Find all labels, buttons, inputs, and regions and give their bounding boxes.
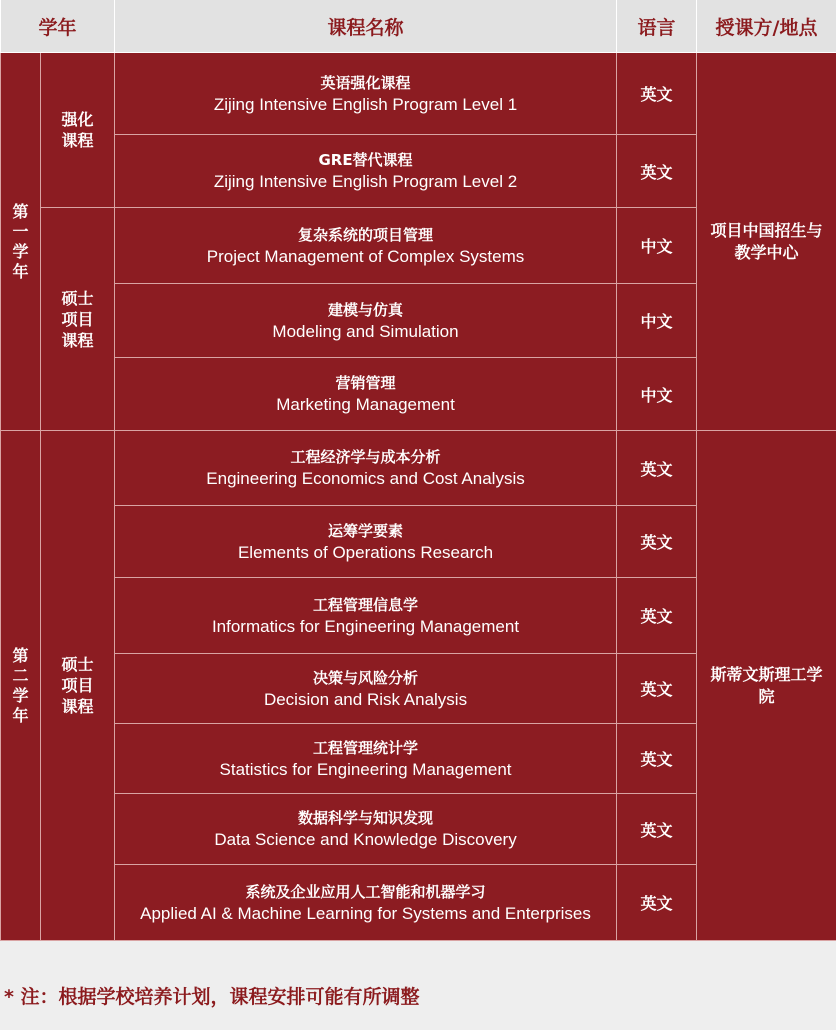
language-cell <box>617 135 697 208</box>
course-name-en: Statistics for Engineering Management <box>219 759 512 779</box>
header-course: 课程名称 <box>115 0 617 53</box>
course-name-cn: 营销管理 <box>335 374 396 392</box>
location-label: 项目中国招生与教学中心 <box>710 220 823 262</box>
course-name-cell <box>115 578 617 654</box>
course-name-cell <box>115 135 617 208</box>
course-name-en: Zijing Intensive English Program Level 1 <box>213 94 518 114</box>
language-label: 英文 <box>640 680 673 699</box>
location-cell <box>697 431 836 941</box>
course-name-cn: 工程经济学与成本分析 <box>290 448 441 466</box>
course-type-label: 强化课程 <box>61 110 94 150</box>
language-cell <box>617 358 697 431</box>
course-name-cn: 决策与风险分析 <box>313 668 419 687</box>
language-cell <box>617 865 697 941</box>
course-name-en: Applied AI & Machine Learning for Systems and Enterprises <box>140 903 591 923</box>
course-name-cell <box>115 53 617 135</box>
location-label: 斯蒂文斯理工学院 <box>710 664 823 706</box>
course-name-cn: 运筹学要素 <box>328 521 404 540</box>
course-type-cell <box>41 431 115 941</box>
language-label: 中文 <box>640 385 673 405</box>
course-name-cn: 工程管理信息学 <box>313 595 419 614</box>
course-name-cn: 建模与仿真 <box>328 300 404 319</box>
language-cell <box>617 794 697 865</box>
course-name-en: Zijing Intensive English Program Level 2 <box>213 172 518 191</box>
year-label: 第二学年 <box>12 645 29 725</box>
language-cell <box>617 506 697 578</box>
language-label: 英文 <box>640 607 673 626</box>
footnote: * 注：根据学校培养计划，课程安排可能有所调整 <box>4 986 420 1008</box>
course-name-cn: 英语强化课程 <box>320 73 411 92</box>
course-name-cell <box>115 794 617 865</box>
table-row <box>1 53 836 135</box>
location-cell <box>697 53 836 431</box>
course-name-cell <box>115 358 617 431</box>
year-cell <box>1 431 41 941</box>
course-name-en: Elements of Operations Research <box>237 542 494 562</box>
language-label: 中文 <box>640 312 673 331</box>
course-name-cell <box>115 865 617 941</box>
language-cell <box>617 578 697 654</box>
language-label: 英文 <box>640 820 673 840</box>
course-type-label: 硕士项目课程 <box>61 288 94 350</box>
course-name-en: Informatics for Engineering Management <box>211 616 520 636</box>
course-name-en: Engineering Economics and Cost Analysis <box>206 469 525 488</box>
header-location: 授课方/地点 <box>697 0 836 53</box>
language-label: 英文 <box>640 894 673 913</box>
course-name-en: Marketing Management <box>276 395 455 414</box>
language-cell <box>617 654 697 724</box>
language-label: 英文 <box>640 750 673 769</box>
language-label: 英文 <box>640 459 673 479</box>
course-type-cell <box>41 53 115 208</box>
course-name-cell <box>115 208 617 284</box>
table-header-row <box>1 0 836 53</box>
course-name-cn: 工程管理统计学 <box>313 738 419 757</box>
course-name-cn: GRE替代课程 <box>318 151 413 169</box>
table-row <box>1 431 836 506</box>
header-language: 语言 <box>617 0 697 53</box>
language-cell <box>617 724 697 794</box>
year-cell <box>1 53 41 431</box>
language-label: 英文 <box>640 85 673 104</box>
year-label: 第一学年 <box>12 201 29 281</box>
course-name-en: Project Management of Complex Systems <box>206 246 525 266</box>
course-name-en: Decision and Risk Analysis <box>263 689 468 709</box>
course-name-cell <box>115 724 617 794</box>
course-name-en: Modeling and Simulation <box>272 321 459 341</box>
course-name-en: Data Science and Knowledge Discovery <box>214 830 517 849</box>
course-name-cn: 复杂系统的项目管理 <box>298 225 434 244</box>
course-name-cn: 数据科学与知识发现 <box>298 809 434 827</box>
course-name-cell <box>115 284 617 358</box>
course-name-cell <box>115 506 617 578</box>
language-cell <box>617 53 697 135</box>
language-label: 英文 <box>640 162 673 182</box>
language-cell <box>617 284 697 358</box>
language-cell <box>617 208 697 284</box>
course-type-cell <box>41 208 115 431</box>
course-name-cell <box>115 654 617 724</box>
language-label: 中文 <box>640 237 673 256</box>
course-name-cn: 系统及企业应用人工智能和机器学习 <box>245 882 486 901</box>
language-label: 英文 <box>640 533 673 552</box>
header-year: 学年 <box>1 0 115 53</box>
language-cell <box>617 431 697 506</box>
course-type-label: 硕士项目课程 <box>61 655 94 716</box>
course-name-cell <box>115 431 617 506</box>
